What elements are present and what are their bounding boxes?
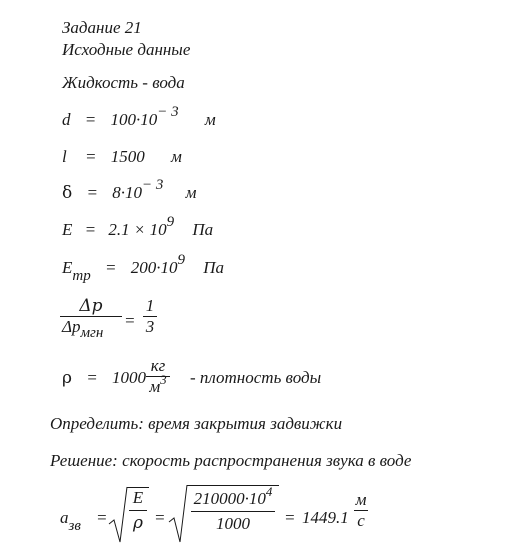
param-delta-symbol: δ	[62, 183, 73, 203]
sqrt2-num-text: 210000·10	[193, 489, 266, 508]
ratio-rhs-fraction	[143, 296, 157, 337]
param-l-unit: м	[170, 147, 182, 166]
formula-eq3: =	[284, 508, 296, 527]
param-d-value: 100·10	[110, 110, 158, 129]
task-title: Задание 21	[62, 18, 142, 37]
fluid-label: Жидкость - вода	[62, 73, 185, 92]
sqrt1-num: E	[132, 488, 144, 507]
sqrt2-fraction	[187, 484, 279, 534]
param-d-exp: − 3	[157, 104, 179, 120]
param-etr-unit: Па	[203, 258, 224, 277]
param-rho-eq: =	[86, 368, 98, 387]
ratio-eq: =	[124, 311, 136, 330]
ratio-denominator	[60, 317, 122, 341]
result-unit-den: с	[357, 511, 365, 530]
param-e-eq: =	[84, 220, 97, 239]
param-d	[62, 104, 216, 130]
sqrt2-bar	[191, 511, 275, 512]
param-etr-eq: =	[104, 258, 117, 277]
param-e-value: 2.1 × 10	[108, 220, 167, 239]
param-e-exp: 9	[166, 214, 175, 230]
param-d-eq: =	[84, 110, 97, 129]
param-etr-value: 200·10	[130, 258, 178, 277]
sqrt1-sign	[108, 486, 128, 546]
rho-unit-num: кг	[150, 356, 166, 375]
param-e-symbol: E	[62, 220, 73, 239]
result-unit-fraction	[354, 490, 368, 531]
sqrt2-num-exp: 4	[265, 484, 273, 499]
param-etr-symbol: E	[62, 258, 73, 277]
rho-unit-den-exp: 3	[160, 372, 167, 387]
param-l-eq: =	[84, 147, 97, 166]
sqrt2-den: 1000	[216, 514, 250, 533]
rho-unit-den	[146, 372, 170, 397]
sqrt1-fraction	[127, 488, 149, 533]
determine-text: Определить: время закрытия задвижки	[50, 414, 343, 433]
param-etr-exp: 9	[177, 252, 185, 268]
formula-lhs-symbol: a	[60, 508, 69, 527]
sqrt1-den: ρ	[133, 513, 143, 533]
param-rho-symbol: ρ	[62, 368, 72, 388]
ratio-numerator	[60, 296, 122, 316]
param-l-value: 1500	[110, 147, 145, 166]
param-l	[62, 147, 182, 167]
formula-lhs-sub: зв	[68, 518, 81, 534]
param-e-unit: Па	[192, 220, 214, 239]
param-delta-eq: =	[86, 183, 98, 202]
ratio-den-text: Δp	[62, 317, 81, 336]
ratio-rhs-num: 1	[145, 296, 155, 315]
param-delta-exp: − 3	[141, 177, 164, 193]
ratio-fraction	[60, 296, 122, 341]
rho-unit-den-text: м	[149, 377, 161, 396]
ratio-rhs-den: 3	[145, 317, 155, 336]
formula-eq2: =	[154, 508, 166, 527]
section-subtitle: Исходные данные	[62, 40, 191, 59]
param-d-symbol: d	[62, 110, 71, 129]
result-unit-num: м	[355, 490, 367, 509]
param-delta-unit: м	[185, 183, 197, 202]
param-d-unit: м	[204, 110, 216, 129]
param-rho	[62, 368, 146, 388]
param-e	[62, 214, 214, 240]
ratio-den-sub: мгн	[80, 325, 104, 341]
param-l-symbol: l	[62, 147, 67, 166]
sqrt2-num	[187, 484, 279, 509]
formula-eq1: =	[96, 508, 108, 527]
formula-result: 1449.1	[302, 508, 349, 527]
rho-unit-fraction	[146, 356, 170, 397]
formula-lhs	[60, 508, 81, 534]
sqrt2-sign	[168, 484, 188, 544]
ratio-num-text: Δp	[79, 296, 103, 316]
param-etr-sub: тр	[72, 268, 91, 284]
param-rho-value: 1000	[111, 368, 146, 387]
param-etr	[62, 252, 224, 284]
sqrt1-bar	[129, 510, 147, 511]
solution-intro: Решение: скорость распространения звука в воде	[50, 451, 412, 470]
param-delta	[62, 177, 197, 203]
param-delta-value: 8·10	[112, 183, 142, 202]
rho-note: - плотность воды	[190, 368, 322, 387]
